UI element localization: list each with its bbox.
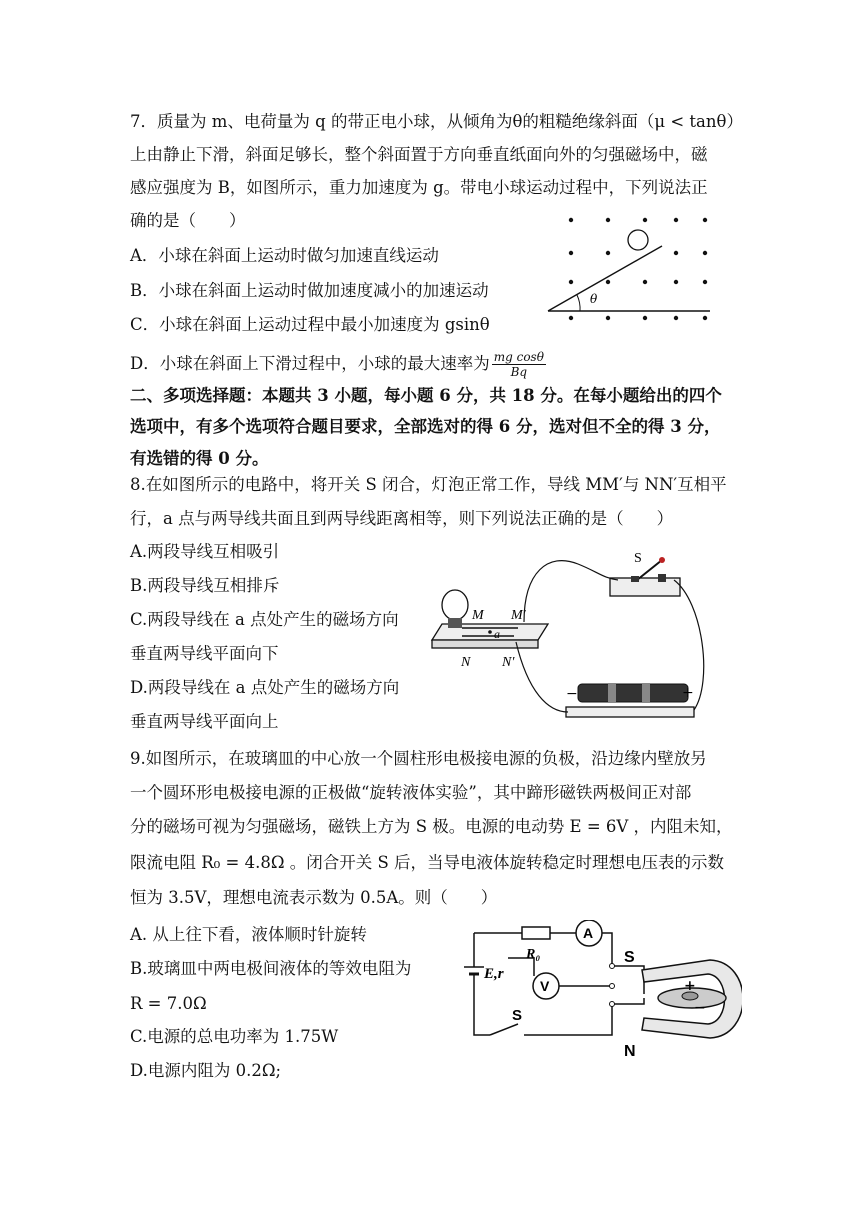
q9-stem-line1: 9.如图所示，在玻璃皿的中心放一个圆柱形电极接电源的负极，沿边缘内壁放另 xyxy=(130,749,707,768)
q8-option-b: B.两段导线互相排斥 xyxy=(130,576,280,595)
rotating-liquid-circuit-figure xyxy=(462,920,742,1060)
voltmeter-label: V xyxy=(540,978,550,994)
q9-option-b-line1: B.玻璃皿中两电极间液体的等效电阻为 xyxy=(130,959,412,978)
ammeter-label: A xyxy=(583,925,594,941)
section2-heading-line1: 二、多项选择题：本题共 3 小题，每小题 6 分，共 18 分。在每小题给出的四个 xyxy=(130,386,722,405)
q8-option-d-line1: D.两段导线在 a 点处产生的磁场方向 xyxy=(130,678,400,697)
section2-heading-line3: 有选错的得 0 分。 xyxy=(130,449,269,468)
incline-line xyxy=(548,246,662,311)
bulb-icon xyxy=(442,590,468,620)
battery-pack xyxy=(578,684,688,702)
dish-plus: + xyxy=(684,978,696,994)
charged-ball xyxy=(628,230,648,250)
switch-knob xyxy=(659,557,665,563)
r0-label: R₀ xyxy=(526,947,541,962)
q7-option-b: B．小球在斜面上运动时做加速度减小的加速运动 xyxy=(130,281,489,300)
q7-stem-line4: 确的是（ ） xyxy=(130,211,246,230)
magnet-s-pole: S xyxy=(624,949,635,966)
q9-option-a: A. 从上往下看，液体顺时针旋转 xyxy=(130,925,367,944)
q8-stem-line1: 8.在如图所示的电路中，将开关 S 闭合，灯泡正常工作，导线 MM′与 NN′互相平 xyxy=(130,475,727,494)
q8-option-d-line2: 垂直两导线平面向上 xyxy=(130,712,279,731)
magnet-n-pole: N xyxy=(624,1043,636,1060)
fraction-numerator: mg cosθ xyxy=(493,350,544,364)
q9-stem-line5: 恒为 3.5V，理想电流表示数为 0.5A。则（ ） xyxy=(130,888,498,907)
q8-option-c-line2: 垂直两导线平面向下 xyxy=(130,644,279,663)
q7-stem-line1: 7．质量为 m、电荷量为 q 的带正电小球，从倾角为θ的粗糙绝缘斜面（μ < tanθ） xyxy=(130,112,743,131)
q9-stem-line3: 分的磁场可视为匀强磁场，磁铁上方为 S 极。电源的电动势 E = 6V ，内阻未知， xyxy=(130,817,733,836)
fraction-denominator: Bq xyxy=(510,365,528,379)
switch-board xyxy=(610,578,680,596)
point-a xyxy=(488,630,492,634)
battery-board xyxy=(566,707,694,717)
bulb-base xyxy=(448,618,462,628)
q9-stem-line4: 限流电阻 R₀ = 4.8Ω 。闭合开关 S 后，当导电液体旋转稳定时理想电压表的示数 xyxy=(130,853,725,872)
q9-option-c: C.电源的总电功率为 1.75W xyxy=(130,1027,339,1046)
q8-option-c-line1: C.两段导线在 a 点处产生的磁场方向 xyxy=(130,610,399,629)
q7-stem-line2: 上由静止下滑，斜面足够长，整个斜面置于方向垂直纸面向外的匀强磁场中，磁 xyxy=(130,145,708,164)
q8-option-a: A.两段导线互相吸引 xyxy=(130,542,280,561)
label-m: M xyxy=(472,608,484,623)
incline-magnetic-field-figure xyxy=(540,210,720,330)
q7-option-d-text: D．小球在斜面上下滑过程中，小球的最大速率为 xyxy=(130,354,490,373)
resistor-r0 xyxy=(522,927,550,939)
emf-label: E,r xyxy=(484,966,504,982)
switch-blade xyxy=(490,1024,518,1035)
label-n: N xyxy=(461,655,471,670)
q8-stem-line2: 行，a 点与两导线共面且到两导线距离相等，则下列说法正确的是（ ） xyxy=(130,509,674,528)
q7-option-c: C．小球在斜面上运动过程中最小加速度为 gsinθ xyxy=(130,315,490,334)
q9-option-d: D.电源内阻为 0.2Ω; xyxy=(130,1061,282,1080)
battery-minus: − xyxy=(566,686,578,702)
q9-stem-line2: 一个圆环形电极接电源的正极做“旋转液体实验”，其中蹄形磁铁两极间正对部 xyxy=(130,783,692,802)
label-a: a xyxy=(494,627,500,641)
label-n-prime: N′ xyxy=(502,655,515,670)
dish-minus: − xyxy=(694,1000,706,1016)
parallel-wires-circuit-figure xyxy=(428,542,708,728)
label-m-prime: M′ xyxy=(511,608,526,623)
q9-option-b-line2: R = 7.0Ω xyxy=(130,994,207,1013)
switch-label-q9: S xyxy=(512,1007,523,1024)
section2-heading-line2: 选项中，有多个选项符合题目要求，全部选对的得 6 分，选对但不全的得 3 分， xyxy=(130,417,721,436)
switch-label: S xyxy=(634,551,642,566)
max-speed-fraction xyxy=(492,350,546,379)
q7-stem-line3: 感应强度为 B，如图所示，重力加速度为 g。带电小球运动过程中，下列说法正 xyxy=(130,178,708,197)
angle-label: θ xyxy=(590,292,598,306)
battery-plus: + xyxy=(682,685,694,701)
q7-option-a: A．小球在斜面上运动时做匀加速直线运动 xyxy=(130,246,439,265)
q7-option-d xyxy=(130,350,546,379)
